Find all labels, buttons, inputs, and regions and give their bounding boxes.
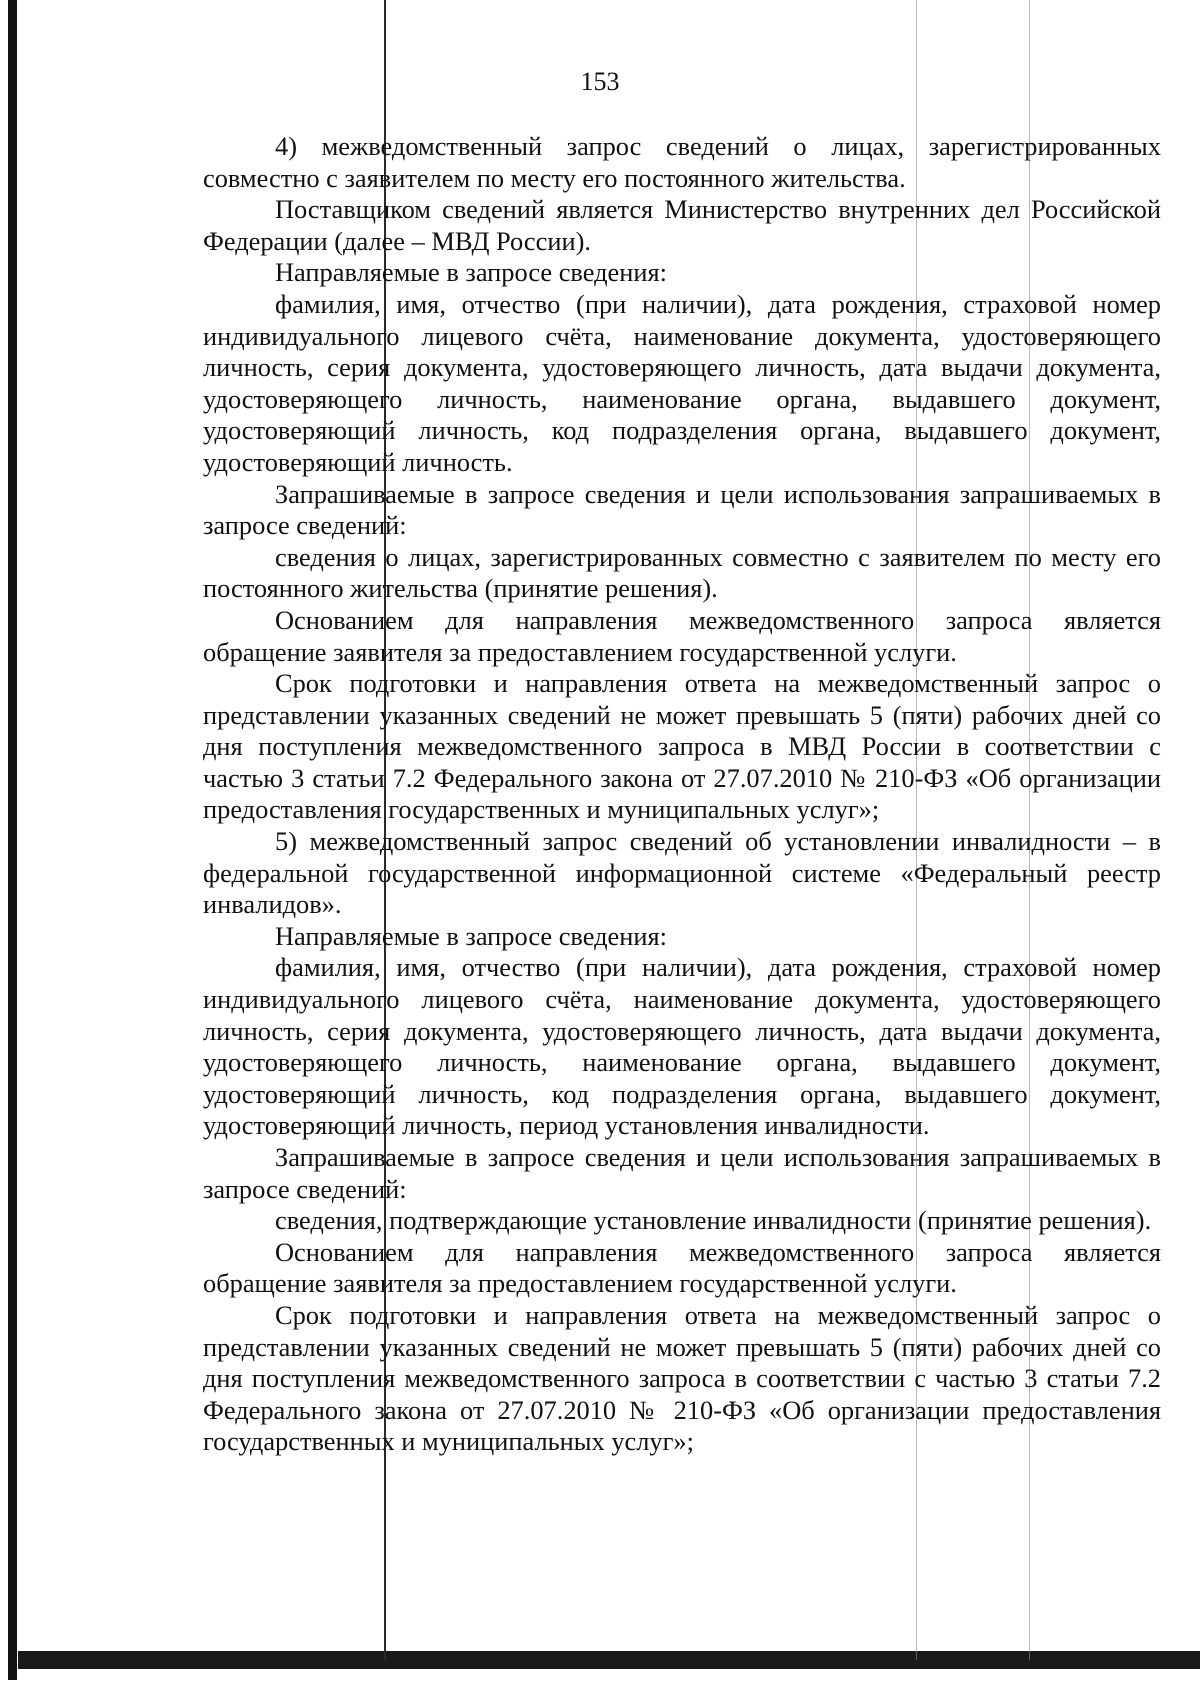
paragraph: фамилия, имя, отчество (при наличии), дата рождения, страховой номер индивидуального лицевого счёта, наименование документа, удостоверяющего личность, серия документа, удостоверяющего личность, дата выдачи документа, удостоверяющего личность, наименование органа, выдавшего документ, удостоверяющий личность, код подразделения органа, выдавшего документ, удостоверяющий личность, период установления инвалидности. xyxy=(203,952,1161,1141)
document-body xyxy=(203,131,1161,1458)
paragraph: Основанием для направления межведомственного запроса является обращение заявителя за предоставлением государственной услуги. xyxy=(203,1236,1161,1299)
paragraph: сведения о лицах, зарегистрированных совместно с заявителем по месту его постоянного жительства (принятие решения). xyxy=(203,541,1161,604)
paragraph: Срок подготовки и направления ответа на межведомственный запрос о представлении указанных сведений не может превышать 5 (пяти) рабочих дней со дня поступления межведомственного запроса в МВД России в соответствии с частью 3 статьи 7.2 Федерального закона от 27.07.2010 № 210-ФЗ «Об организации предоставления государственных и муниципальных услуг»; xyxy=(203,668,1161,825)
paragraph: Направляемые в запросе сведения: xyxy=(275,920,667,951)
paragraph: Срок подготовки и направления ответа на межведомственный запрос о представлении указанных сведений не может превышать 5 (пяти) рабочих дней со дня поступления межведомственного запроса в соответствии с частью 3 статьи 7.2 Федерального закона от 27.07.2010 № 210-ФЗ «Об организации предоставления государственных и муниципальных услуг»; xyxy=(203,1299,1161,1457)
scan-edge-bottom xyxy=(18,1651,1200,1669)
paragraph: Поставщиком сведений является Министерство внутренних дел Российской Федерации (далее – МВД России). xyxy=(203,194,1161,256)
page-number: 153 xyxy=(580,67,620,96)
paragraph: Запрашиваемые в запросе сведения и цели использования запрашиваемых в запросе сведений: xyxy=(203,478,1161,541)
paragraph: 5) межведомственный запрос сведений об установлении инвалидности – в федеральной государственной информационной системе «Федеральный реестр инвалидов». xyxy=(203,826,1161,920)
scan-edge-left xyxy=(8,0,17,1680)
paragraph: Запрашиваемые в запросе сведения и цели использования запрашиваемых в запросе сведений: xyxy=(203,1142,1161,1204)
paragraph: Направляемые в запросе сведения: xyxy=(275,257,667,288)
paragraph: сведения, подтверждающие установление инвалидности (принятие решения). xyxy=(275,1205,1152,1236)
paragraph: фамилия, имя, отчество (при наличии), дата рождения, страховой номер индивидуального лицевого счёта, наименование документа, удостоверяющего личность, серия документа, удостоверяющего личность, дата выдачи документа, удостоверяющего личность, наименование органа, выдавшего документ, удостоверяющий личность, код подразделения органа, выдавшего документ, удостоверяющий личность. xyxy=(203,288,1161,477)
paragraph: Основанием для направления межведомственного запроса является обращение заявителя за предоставлением государственной услуги. xyxy=(203,604,1161,667)
paragraph: 4) межведомственный запрос сведений о лицах, зарегистрированных совместно с заявителем по месту его постоянного жительства. xyxy=(203,131,1161,193)
